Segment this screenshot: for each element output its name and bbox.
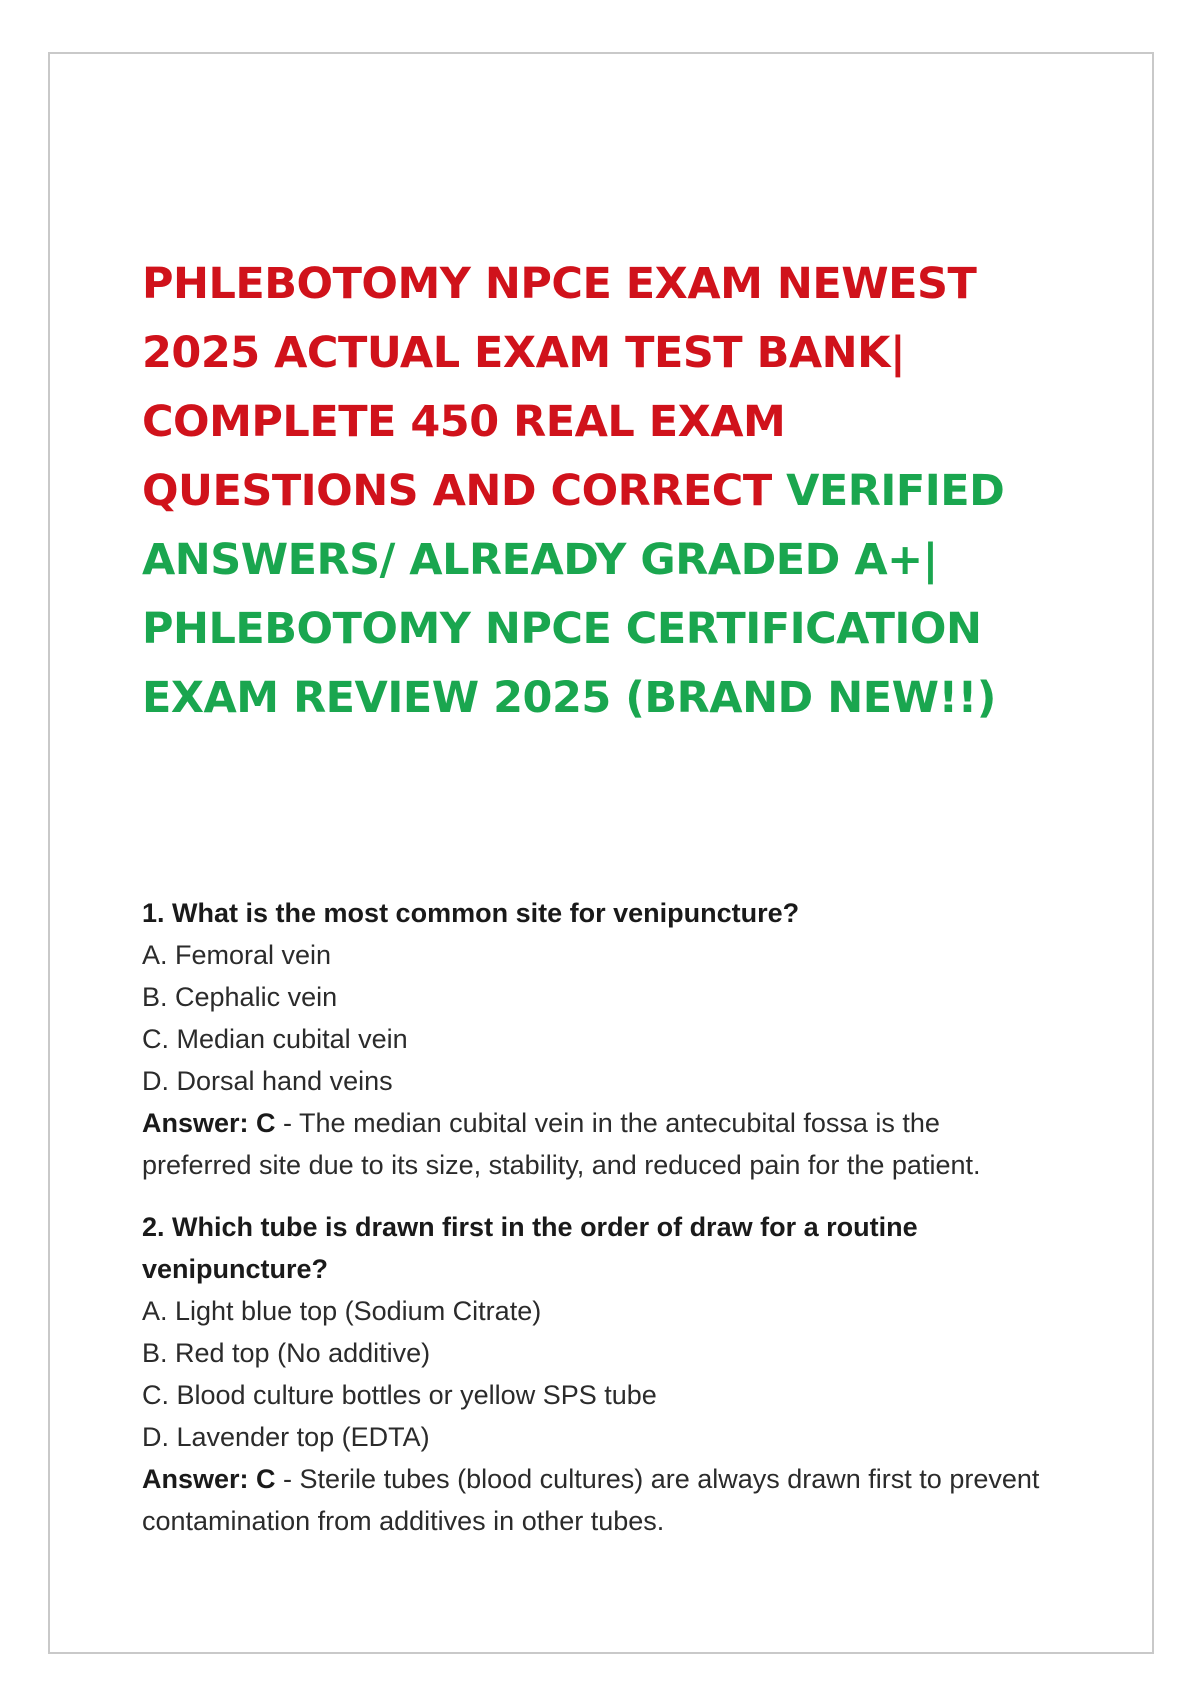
question-prompt: What is the most common site for venipuncture?	[172, 898, 800, 928]
answer-label: Answer: C	[142, 1108, 276, 1138]
answer-line	[142, 1102, 1042, 1186]
question-item	[142, 892, 1042, 1186]
answer-option: B. Red top (No additive)	[142, 1338, 431, 1368]
answer-option: D. Dorsal hand veins	[142, 1066, 393, 1096]
answer-option: D. Lavender top (EDTA)	[142, 1422, 430, 1452]
question-item	[142, 1206, 1042, 1542]
question-number: 2.	[142, 1212, 165, 1242]
answer-option: A. Light blue top (Sodium Citrate)	[142, 1296, 542, 1326]
title-green-part: VERIFIED ANSWERS/ ALREADY GRADED A+| PHLEBOTOMY NPCE CERTIFICATION EXAM REVIEW 2025 (BRAND NEW!!)	[142, 466, 1005, 723]
answer-explanation: - Sterile tubes (blood cultures) are always drawn first to prevent contamination from additives in other tubes.	[142, 1464, 1040, 1536]
title-red-part: PHLEBOTOMY NPCE EXAM NEWEST 2025 ACTUAL EXAM TEST BANK| COMPLETE 450 REAL EXAM QUESTIONS AND CORRECT	[142, 259, 977, 516]
answer-option: B. Cephalic vein	[142, 982, 338, 1012]
answer-option: C. Median cubital vein	[142, 1024, 408, 1054]
question-list	[142, 892, 1042, 1562]
question-number: 1.	[142, 898, 165, 928]
question-text	[142, 892, 1042, 934]
question-prompt: Which tube is drawn first in the order of draw for a routine venipuncture?	[142, 1212, 918, 1284]
answer-option: A. Femoral vein	[142, 940, 332, 970]
answer-explanation: - The median cubital vein in the antecubital fossa is the preferred site due to its size, stability, and reduced pain for the patient.	[142, 1108, 981, 1180]
answer-line	[142, 1458, 1042, 1542]
document-title	[142, 250, 1062, 733]
question-text	[142, 1206, 1042, 1290]
answer-option: C. Blood culture bottles or yellow SPS tube	[142, 1380, 657, 1410]
answer-label: Answer: C	[142, 1464, 276, 1494]
